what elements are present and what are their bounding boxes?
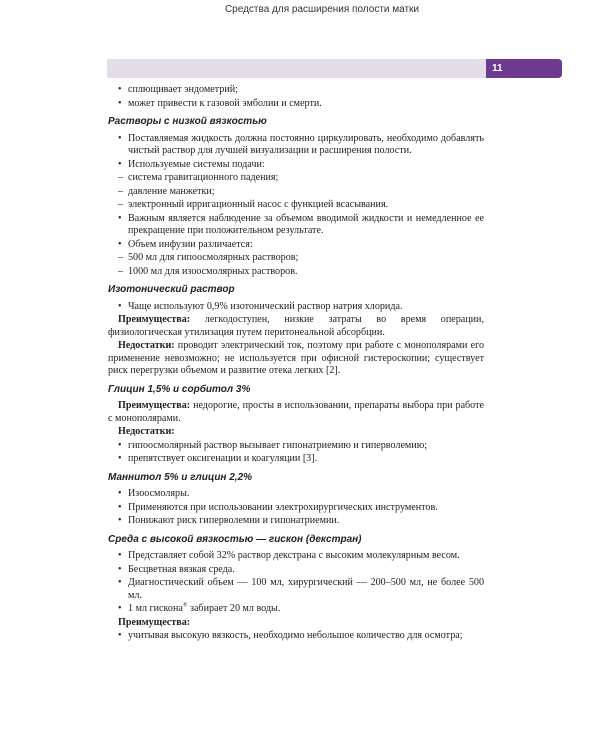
- list-item: • Понижают риск гиперволемии и гипонатриемии.: [108, 515, 484, 528]
- list-item: • Чаще используют 0,9% изотонический раствор натрия хлорида.: [108, 301, 484, 314]
- list-item: • Изоосмоляры.: [108, 488, 484, 501]
- section-heading-low-viscosity: Растворы с низкой вязкостью: [108, 116, 267, 127]
- disadvantages-paragraph: [108, 340, 484, 378]
- dash-item: – 500 мл для гипоосмолярных растворов;: [108, 252, 484, 265]
- section-heading-high-viscosity: Среда с высокой вязкостью — гискон (декстран): [108, 533, 362, 545]
- dash-item: – электронный ирригационный насос с функцией всасывания.: [108, 199, 484, 212]
- advantages-label: Преимущества:: [118, 616, 191, 628]
- section-heading-mannitol: Маннитол 5% и глицин 2,2%: [108, 471, 253, 483]
- page-number: 11: [492, 63, 503, 74]
- list-item: • гипоосмолярный раствор вызывает гипонатриемию и гиперволемию;: [108, 440, 484, 453]
- list-item: • сплющивает эндометрий;: [108, 84, 484, 97]
- advantages-text: недорогие, просты в использовании, препараты выбора при работе с монополярами.: [108, 400, 484, 424]
- list-item: • Объем инфузии различается:: [108, 239, 484, 252]
- disadvantages-label: Недостатки:: [118, 426, 175, 437]
- list-item: • Важным является наблюдение за объемом вводимой жидкости и немедленное ее прекращение при положительном результате.: [108, 213, 484, 238]
- section-heading-glycine: Глицин 1,5% и сорбитол 3%: [108, 383, 251, 395]
- advantages-label: Преимущества:: [118, 400, 191, 411]
- list-item: • Представляет собой 32% раствор декстрана с высоким молекулярным весом.: [108, 550, 484, 563]
- dash-item: – давление манжетки;: [108, 186, 484, 199]
- list-item: • Применяются при использовании электрохирургических инструментов.: [108, 502, 484, 515]
- list-item: • Поставляемая жидкость должна постоянно циркулировать, необходимо добавлять чистый раствор для лучшей визуализации и расширения полости.: [108, 133, 484, 158]
- disadvantages-paragraph: [108, 426, 484, 439]
- page-number-tab: [486, 59, 562, 78]
- advantages-paragraph: [108, 617, 484, 630]
- disadvantages-label: Недостатки:: [118, 340, 175, 351]
- chapter-title: Средства для расширения полости матки: [224, 4, 420, 15]
- registered-mark: ®: [182, 602, 188, 609]
- list-item: • может привести к газовой эмболии и смерти.: [108, 98, 484, 111]
- dash-item: – 1000 мл для изоосмолярных растворов.: [108, 266, 484, 279]
- advantages-text: легкодоступен, низкие затраты во время операции, физиологическая утилизация путем перитонеальной абсорбции.: [108, 314, 484, 338]
- advantages-paragraph: [108, 314, 484, 339]
- advantages-paragraph: [108, 400, 484, 425]
- list-item: • Используемые системы подачи:: [108, 159, 484, 172]
- page-body: [108, 84, 484, 644]
- advantages-label: Преимущества:: [118, 314, 191, 325]
- list-item: • Бесцветная вязкая среда.: [108, 564, 484, 577]
- list-item: • препятствует оксигенации и коагуляции [3].: [108, 453, 484, 466]
- disadvantages-text: проводит электрический ток, поэтому при работе с монополярами его применение невозможно; не используется при офисной гистероскопии; существует риск перегрузки объемом и развитие отека легких [2].: [108, 340, 484, 376]
- list-item: • Диагностический объем — 100 мл, хирургический — 200–500 мл, не более 500 мл.: [108, 577, 484, 602]
- list-item: • учитывая высокую вязкость, необходимо небольшое количество для осмотра;: [108, 630, 484, 643]
- list-item-text: 1 мл гискона: [128, 603, 183, 614]
- dash-item: – система гравитационного падения;: [108, 172, 484, 185]
- section-heading-isotonic: Изотонический раствор: [108, 284, 235, 295]
- list-item-text: забирает 20 мл воды.: [187, 603, 281, 614]
- list-item: [108, 603, 484, 616]
